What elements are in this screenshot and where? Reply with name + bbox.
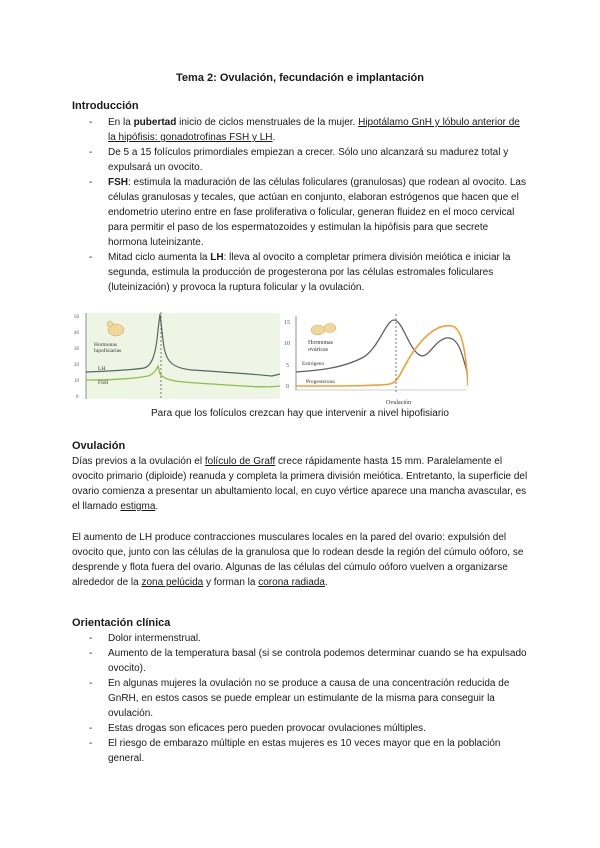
ovarian-hormones-figure (282, 312, 468, 410)
list-item: - De 5 a 15 folículos primordiales empiezan a crecer. Sólo uno alcanzará su madurez total y expulsará un ovocito. (89, 147, 509, 173)
tick-label: 5 (286, 363, 289, 369)
fsh-label: FSH (98, 380, 109, 386)
tick-label: 20 (74, 363, 79, 368)
list-item: - Estas drogas son eficaces pero pueden provocar ovulaciones múltiples. (89, 723, 426, 734)
pituitary-hormones-figure (72, 310, 282, 402)
intro-list (72, 115, 530, 295)
ovulation-label: Ovulación (386, 400, 411, 406)
list-item: - Mitad ciclo aumenta la LH: lleva al ovocito a completar primera división meiótica e iniciar la segunda, estimula la producción de progesterona por las células estromales foliculares (luteinización) y provoca la ruptura folicular y la ovulación. (89, 252, 511, 293)
intro-heading: Introducción (72, 100, 139, 112)
ovulacion-heading: Ovulación (72, 440, 126, 452)
list-item: - El riesgo de embarazo múltiple en estas mujeres es 10 veces mayor que en la población general. (89, 738, 501, 764)
ovulacion-paragraph-2: El aumento de LH produce contracciones musculares locales en la pared del ovario: expulsión del ovocito que, junto con las células de la granulosa que lo rodean desde la región del cúmulo oóforo, se desprende y flota fuera del ovario. Algunas de las células del cúmulo oóforo vuelven a organizarse alrededor de la zona pelúcida y forman la corona radiada. (72, 532, 524, 588)
tick-label: 0 (286, 384, 289, 390)
hormone-icon (311, 325, 325, 335)
hormone-icon (107, 321, 113, 327)
chart-label: Hormonas (94, 342, 117, 348)
list-item: - En la pubertad inicio de ciclos menstruales de la mujer. Hipotálamo GnH y lóbulo anterior de la hipófisis: gonadotrofinas FSH y LH. (89, 117, 520, 143)
tick-label: 0 (76, 395, 79, 400)
clinica-list (72, 631, 530, 766)
tick-label: 30 (74, 347, 79, 352)
list-item: - Aumento de la temperatura basal (si se controla podemos determinar cuando se ha expulsado ovocito). (89, 648, 527, 674)
chart-label: hipofisiarias (94, 348, 122, 354)
chart-label: ováricas (308, 347, 328, 353)
list-item: - Dolor intermenstrual. (89, 633, 201, 644)
tick-label: 10 (74, 379, 79, 384)
estrogen-label: Estrógeno (302, 361, 325, 367)
chart-label: Hormonas (308, 340, 333, 346)
list-item: - En algunas mujeres la ovulación no se produce a causa de una concentración reducida de GnRH, en estos casos se puede emplear un estimulante de la misma para conseguir la ovulación. (89, 678, 510, 719)
lh-label: LH (98, 366, 106, 372)
list-item: - FSH: estimula la maduración de las células foliculares (granulosas) que rodean al ovocito. Las células granulosas y tecales, que actúan en conjunto, elaboran estrógenos que hacen que el endometrio uterino entre en fase proliferativa o folicular, generan fluidez en el moco cervical para permitir el paso de los espermatozoides y estimulan la hipófisis para que secrete hormona luteinizante. (89, 177, 526, 248)
tick-label: 15 (284, 320, 290, 326)
ovulacion-paragraph-1: Días previos a la ovulación el folículo de Graff crece rápidamente hasta 15 mm. Paralelamente el ovocito primario (diploide) reanuda y completa la primera división meiótica. Entretanto, la superficie del ovario comienza a presentar un abultamiento local, en cuyo vértice aparece una mancha avascular, es el llamado estigma. (72, 456, 528, 512)
page-title: Tema 2: Ovulación, fecundación e implantación (176, 72, 424, 84)
figure-caption: Para que los folículos crezcan hay que intervenir a nivel hipofisiario (151, 408, 449, 419)
tick-label: 50 (74, 315, 79, 320)
hormone-icon (324, 324, 336, 333)
clinica-heading: Orientación clínica (72, 617, 171, 629)
progesterone-label: Progesterona (306, 379, 335, 385)
tick-label: 40 (74, 331, 79, 336)
tick-label: 10 (284, 341, 290, 347)
